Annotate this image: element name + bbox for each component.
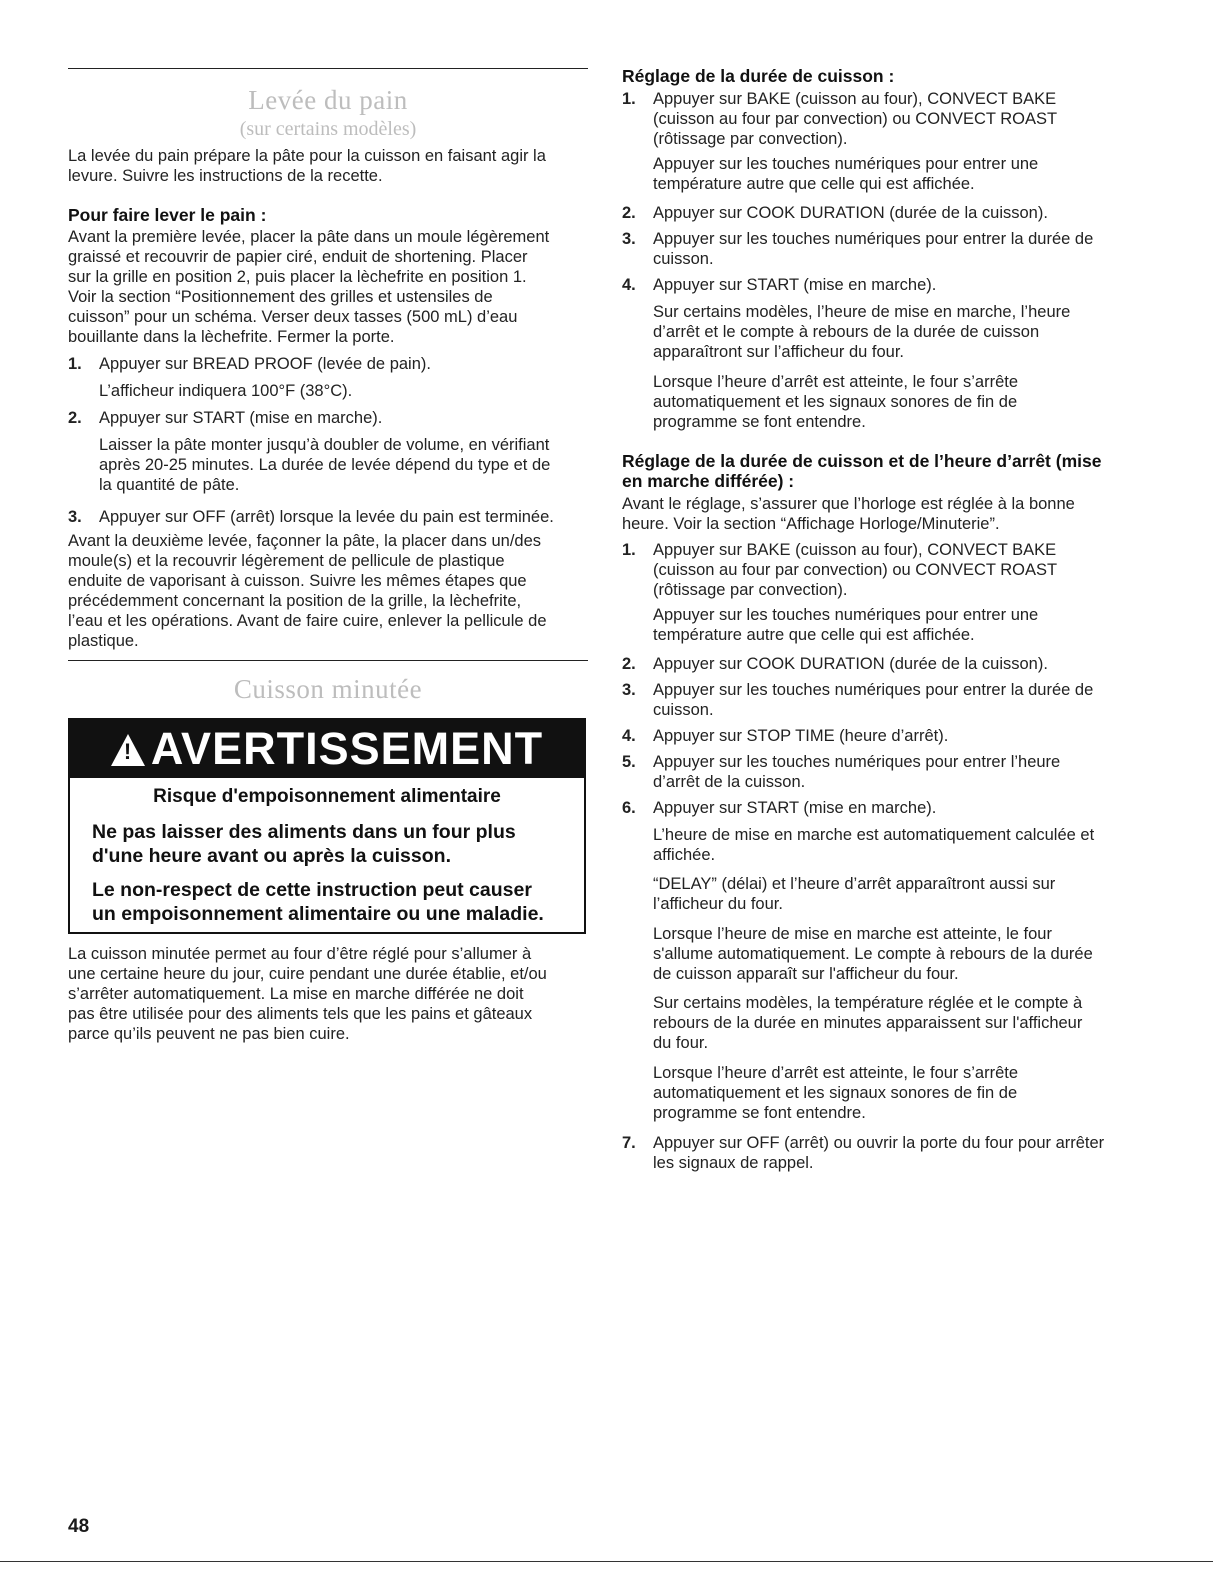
- duration-step-4-sub1: [653, 302, 1143, 362]
- step-number: 3.: [622, 230, 636, 248]
- text-line: les signaux de rappel.: [653, 1154, 814, 1172]
- bottom-rule: [0, 1561, 1213, 1562]
- duration-step-1-sub: [653, 154, 1143, 194]
- step-1-text: Appuyer sur BREAD PROOF (levée de pain).: [99, 355, 431, 373]
- page-number: 48: [68, 1516, 90, 1537]
- text-line: bouillante dans la lèchefrite. Fermer la porte.: [68, 328, 395, 346]
- step-number: 2.: [622, 655, 636, 673]
- text-line: Avant la deuxième levée, façonner la pâte, la placer dans un/des: [68, 532, 542, 550]
- text-line: de cuisson apparaît sur l'afficheur du four.: [653, 965, 959, 983]
- delay-step-6-sub1: [653, 825, 1143, 865]
- text-line: enduite de vaporisant à cuisson. Suivre les mêmes étapes que: [68, 572, 527, 590]
- text-line: Voir la section “Positionnement des grilles et ustensiles de: [68, 288, 493, 306]
- proof-heading: Pour faire lever le pain :: [68, 205, 267, 225]
- text-line: graissé et recouvrir de papier ciré, enduit de shortening. Placer: [68, 248, 528, 266]
- step-number: 1.: [622, 541, 636, 559]
- step-number: 3.: [622, 681, 636, 699]
- text-line: plastique.: [68, 632, 139, 650]
- warning-triangle-icon: [111, 734, 145, 766]
- step-number: 1.: [68, 355, 82, 373]
- warning-banner-text: AVERTISSEMENT: [150, 723, 544, 774]
- warning-box: [68, 718, 586, 934]
- step-number: 4.: [622, 727, 636, 745]
- duration-step-4: Appuyer sur START (mise en marche).: [653, 276, 937, 294]
- text-line: Appuyer sur OFF (arrêt) ou ouvrir la porte du four pour arrêter: [653, 1134, 1105, 1152]
- text-line: Appuyer sur les touches numériques pour entrer une: [653, 606, 1039, 624]
- text-line: cuisson.: [653, 701, 714, 719]
- warning-instruction: [92, 820, 572, 868]
- text-line: Le non-respect de cette instruction peut causer: [92, 879, 532, 901]
- step-2-sub: [99, 435, 589, 495]
- delay-step-6-sub4: [653, 993, 1143, 1053]
- text-line: Appuyer sur BAKE (cuisson au four), CONVECT BAKE: [653, 90, 1057, 108]
- text-line: Laisser la pâte monter jusqu’à doubler de volume, en vérifiant: [99, 436, 550, 454]
- text-line: Sur certains modèles, l’heure de mise en marche, l’heure: [653, 303, 1071, 321]
- step-number: 2.: [622, 204, 636, 222]
- text-line: Ne pas laisser des aliments dans un four plus: [92, 821, 516, 843]
- delay-step-6-sub5: [653, 1063, 1143, 1123]
- bread-intro: [68, 146, 588, 186]
- text-line: heure. Voir la section “Affichage Horloge/Minuterie”.: [622, 515, 1000, 533]
- delay-step-5: [653, 752, 1143, 792]
- text-line: Lorsque l’heure d’arrêt est atteinte, le four s’arrête: [653, 373, 1019, 391]
- text-line: température autre que celle qui est affichée.: [653, 175, 975, 193]
- text-line: (cuisson au four par convection) ou CONVECT ROAST: [653, 561, 1058, 579]
- duration-step-1: [653, 89, 1143, 149]
- duration-step-4-sub2: [653, 372, 1143, 432]
- text-line: d’arrêt de la cuisson.: [653, 773, 806, 791]
- text-line: automatiquement et les signaux sonores de fin de: [653, 1084, 1018, 1102]
- text-line: Appuyer sur les touches numériques pour entrer la durée de: [653, 230, 1094, 248]
- top-rule-left: [68, 68, 588, 69]
- text-line: programme se font entendre.: [653, 1104, 866, 1122]
- text-line: rebours de la durée en minutes apparaissent sur l'afficheur: [653, 1014, 1083, 1032]
- step-number: 6.: [622, 799, 636, 817]
- text-line: Avant le réglage, s’assurer que l’horloge est réglée à la bonne: [622, 495, 1075, 513]
- delay-step-6-sub3: [653, 924, 1143, 984]
- text-line: s'allume automatiquement. Le compte à rebours de la durée: [653, 945, 1093, 963]
- text-line: Appuyer sur BAKE (cuisson au four), CONVECT BAKE: [653, 541, 1057, 559]
- text-line: levure. Suivre les instructions de la recette.: [68, 167, 383, 185]
- text-line: l’eau et les opérations. Avant de faire cuire, enlever la pellicule de: [68, 612, 547, 630]
- delay-step-3: [653, 680, 1143, 720]
- duration-heading: Réglage de la durée de cuisson :: [622, 66, 895, 86]
- text-line: pas être utilisée pour des aliments tels que les pains et gâteaux: [68, 1005, 533, 1023]
- text-line: Sur certains modèles, la température réglée et le compte à: [653, 994, 1083, 1012]
- text-line: affichée.: [653, 846, 716, 864]
- text-line: Appuyer sur les touches numériques pour entrer une: [653, 155, 1039, 173]
- text-line: Lorsque l’heure d’arrêt est atteinte, le four s’arrête: [653, 1064, 1019, 1082]
- text-line: d'une heure avant ou après la cuisson.: [92, 845, 451, 867]
- duration-step-3: [653, 229, 1143, 269]
- text-line: La levée du pain prépare la pâte pour la cuisson en faisant agir la: [68, 147, 546, 165]
- step-number: 4.: [622, 276, 636, 294]
- text-line: Réglage de la durée de cuisson et de l’heure d’arrêt (mise: [622, 451, 1102, 471]
- delay-step-1-sub: [653, 605, 1143, 645]
- text-line: (cuisson au four par convection) ou CONVECT ROAST: [653, 110, 1058, 128]
- text-line: un empoisonnement alimentaire ou une maladie.: [92, 903, 544, 925]
- delay-step-6: Appuyer sur START (mise en marche).: [653, 799, 937, 817]
- text-line: sur la grille en position 2, puis placer la lèchefrite en position 1.: [68, 268, 527, 286]
- step-number: 2.: [68, 409, 82, 427]
- bread-proof-title: Levée du pain: [248, 85, 408, 115]
- text-line: en marche différée) :: [622, 471, 795, 491]
- text-line: L’heure de mise en marche est automatiquement calculée et: [653, 826, 1095, 844]
- text-line: cuisson” pour un schéma. Verser deux tasses (500 mL) d’eau: [68, 308, 518, 326]
- text-line: (rôtissage par convection).: [653, 130, 848, 148]
- warning-risk: Risque d'empoisonnement alimentaire: [153, 786, 501, 807]
- text-line: moule(s) et la recouvrir légèrement de pellicule de plastique: [68, 552, 505, 570]
- text-line: l’afficheur du four.: [653, 895, 783, 913]
- delay-step-1: [653, 540, 1143, 600]
- timed-cooking-title: Cuisson minutée: [233, 674, 423, 704]
- delay-intro: [622, 494, 1142, 534]
- step-1-sub: L’afficheur indiquera 100°F (38°C).: [99, 382, 353, 400]
- delay-step-7: [653, 1133, 1143, 1173]
- text-line: du four.: [653, 1034, 709, 1052]
- step-number: 7.: [622, 1134, 636, 1152]
- delay-step-6-sub2: [653, 874, 1143, 914]
- step-number: 1.: [622, 90, 636, 108]
- text-line: parce qu’ils peuvent ne pas bien cuire.: [68, 1025, 350, 1043]
- step-2-text: Appuyer sur START (mise en marche).: [99, 409, 383, 427]
- text-line: température autre que celle qui est affichée.: [653, 626, 975, 644]
- text-line: La cuisson minutée permet au four d’être réglé pour s’allumer à: [68, 945, 532, 963]
- text-line: automatiquement et les signaux sonores de fin de: [653, 393, 1018, 411]
- text-line: Avant la première levée, placer la pâte dans un moule légèrement: [68, 228, 550, 246]
- bread-proof-subtitle: (sur certains modèles): [239, 118, 417, 140]
- text-line: après 20-25 minutes. La durée de levée dépend du type et de: [99, 456, 551, 474]
- second-proof-paragraph: [68, 531, 588, 651]
- text-line: (rôtissage par convection).: [653, 581, 848, 599]
- warning-consequence: [92, 878, 572, 926]
- step-number: 3.: [68, 508, 82, 526]
- step-number: 5.: [622, 753, 636, 771]
- text-line: précédemment concernant la position de la grille, la lèchefrite,: [68, 592, 522, 610]
- delay-heading: [622, 451, 1142, 491]
- text-line: s’arrêter automatiquement. La mise en marche différée ne doit: [68, 985, 524, 1003]
- timed-cooking-paragraph: [68, 944, 588, 1044]
- text-line: apparaîtront sur l’afficheur du four.: [653, 343, 905, 361]
- text-line: d’arrêt et le compte à rebours de la durée de cuisson: [653, 323, 1040, 341]
- delay-step-4: Appuyer sur STOP TIME (heure d’arrêt).: [653, 727, 949, 745]
- text-line: Lorsque l’heure de mise en marche est atteinte, le four: [653, 925, 1052, 943]
- text-line: la quantité de pâte.: [99, 476, 240, 494]
- delay-step-2: Appuyer sur COOK DURATION (durée de la cuisson).: [653, 655, 1048, 673]
- text-line: cuisson.: [653, 250, 714, 268]
- text-line: Appuyer sur les touches numériques pour entrer la durée de: [653, 681, 1094, 699]
- step-3-text: Appuyer sur OFF (arrêt) lorsque la levée du pain est terminée.: [99, 508, 554, 526]
- warning-banner: [70, 720, 584, 778]
- text-line: Appuyer sur les touches numériques pour entrer l’heure: [653, 753, 1061, 771]
- text-line: “DELAY” (délai) et l’heure d’arrêt apparaîtront aussi sur: [653, 875, 1056, 893]
- text-line: une certaine heure du jour, cuire pendant une durée établie, et/ou: [68, 965, 547, 983]
- duration-step-2: Appuyer sur COOK DURATION (durée de la cuisson).: [653, 204, 1048, 222]
- proof-paragraph: [68, 227, 588, 347]
- text-line: programme se font entendre.: [653, 413, 866, 431]
- section-rule: [68, 660, 588, 661]
